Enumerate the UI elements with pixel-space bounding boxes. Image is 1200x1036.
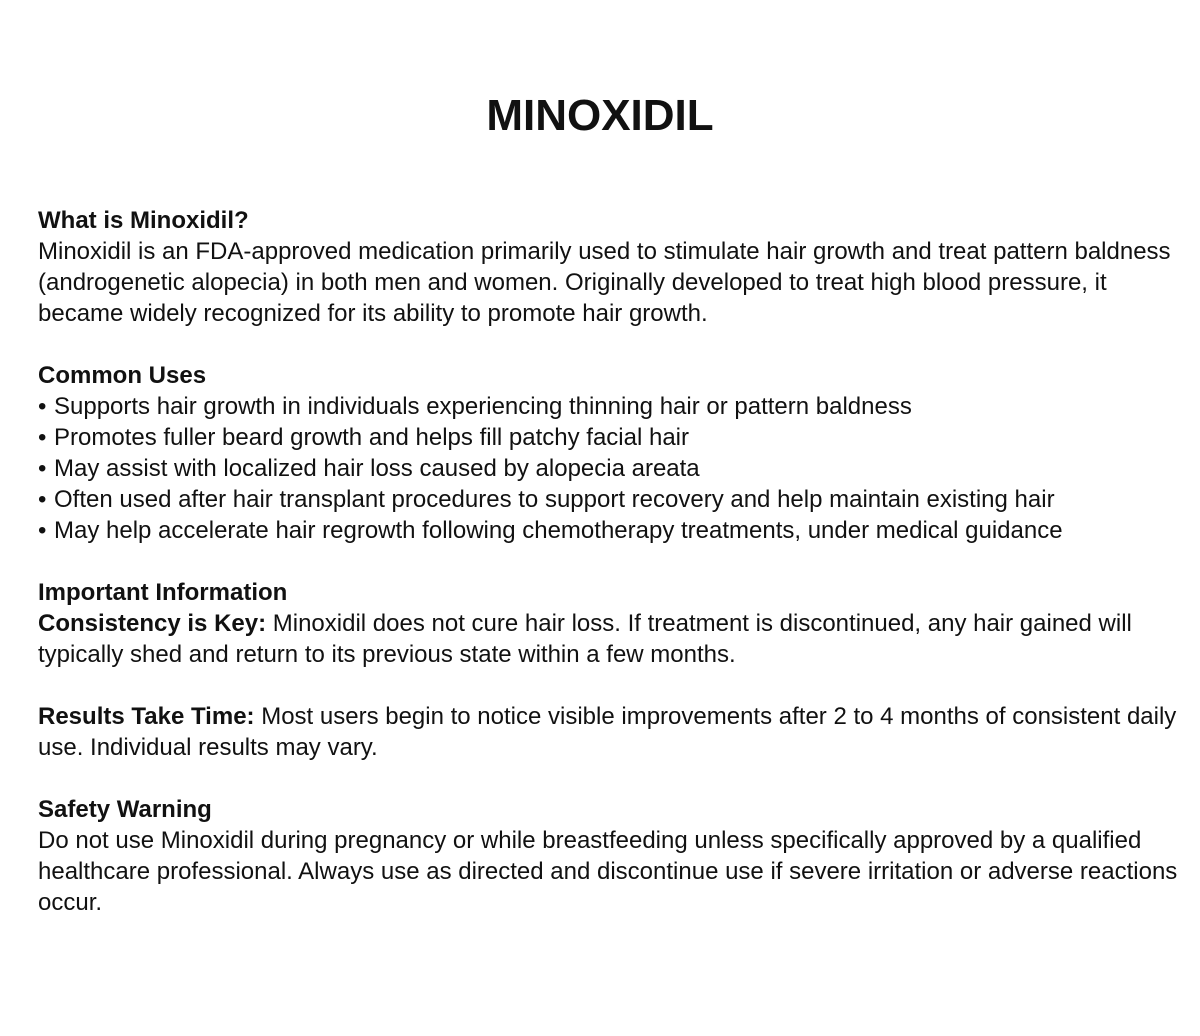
bullet-icon: • (38, 455, 47, 482)
list-item (38, 484, 1178, 515)
section-paragraph: Do not use Minoxidil during pregnancy or while breastfeeding unless specifically approved by a qualified healthcare professional. Always use as directed and discontinue use if severe irritation or adverse reactions occur. (38, 827, 1178, 916)
page-title: MINOXIDIL (486, 91, 714, 140)
consistency-lead: Consistency is Key: (38, 610, 267, 637)
uses-list (38, 391, 1178, 546)
section-heading: What is Minoxidil? (38, 207, 249, 234)
list-item (38, 422, 1178, 453)
bullet-icon: • (38, 517, 47, 544)
document-body (38, 205, 1178, 949)
list-item-text: Often used after hair transplant procedures to support recovery and help maintain existing hair (54, 486, 1055, 513)
bullet-icon: • (38, 393, 47, 420)
section-what-is (38, 205, 1178, 329)
section-important-information (38, 577, 1178, 670)
list-item (38, 515, 1178, 546)
list-item-text: May assist with localized hair loss caused by alopecia areata (54, 455, 700, 482)
section-results (38, 701, 1178, 763)
results-lead: Results Take Time: (38, 703, 255, 730)
section-heading: Common Uses (38, 362, 207, 389)
list-item (38, 453, 1178, 484)
list-item-text: Supports hair growth in individuals experiencing thinning hair or pattern baldness (54, 393, 912, 420)
consistency-text: Minoxidil does not cure hair loss. If treatment is discontinued, any hair gained will typically shed and return to its previous state within a few months. (38, 610, 1132, 668)
bullet-icon: • (38, 424, 47, 451)
results-paragraph (38, 701, 1178, 763)
section-paragraph: Minoxidil is an FDA-approved medication primarily used to stimulate hair growth and treat pattern baldness (androgenetic alopecia) in both men and women. Originally developed to treat high blood pressure, it became widely recognized for its ability to promote hair growth. (38, 238, 1171, 327)
section-heading: Safety Warning (38, 796, 212, 823)
section-safety-warning (38, 794, 1178, 918)
results-text: Most users begin to notice visible improvements after 2 to 4 months of consistent daily use. Individual results may vary. (38, 703, 1177, 761)
list-item-text: May help accelerate hair regrowth following chemotherapy treatments, under medical guidance (54, 517, 1063, 544)
section-common-uses (38, 360, 1178, 546)
bullet-icon: • (38, 486, 47, 513)
consistency-paragraph (38, 608, 1178, 670)
list-item-text: Promotes fuller beard growth and helps fill patchy facial hair (54, 424, 689, 451)
section-heading: Important Information (38, 579, 288, 606)
list-item (38, 391, 1178, 422)
